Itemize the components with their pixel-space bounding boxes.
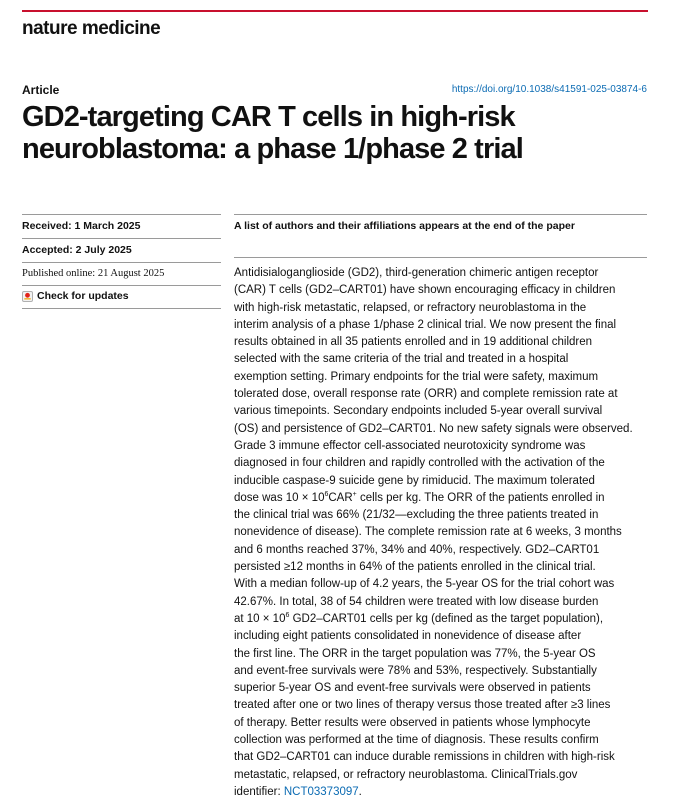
abstract-line: (OS) and persistence of GD2–CART01. No new safety signals were observed. xyxy=(234,422,633,435)
title-line-2: neuroblastoma: a phase 1/phase 2 trial xyxy=(22,133,523,165)
abstract-line: exemption setting. Primary endpoints for the trial were safety, maximum xyxy=(234,370,599,383)
abstract-dose-line xyxy=(234,490,650,507)
sidebar-rule xyxy=(22,214,221,215)
dose-car-text: CAR xyxy=(328,491,353,504)
target-exponent: 6 xyxy=(285,612,290,620)
abstract-line: including eight patients consolidated in nonevidence of disease after xyxy=(234,630,582,643)
abstract-line: the clinical trial was 66% (21/32—excluding the three patients treated in xyxy=(234,509,599,522)
dose-plus: + xyxy=(352,491,357,499)
title-line-1: GD2-targeting CAR T cells in high-risk xyxy=(22,101,515,133)
doi-link[interactable]: https://doi.org/10.1038/s41591-025-03874-6 xyxy=(451,84,647,95)
abstract-line: persisted ≥12 months in 64% of the patients enrolled in the clinical trial. xyxy=(234,561,596,574)
abstract-line: inducible caspase-9 suicide gene by rimiducid. The maximum tolerated xyxy=(234,474,595,487)
abstract-line: interim analysis of a phase 1/phase 2 clinical trial. We now present the final xyxy=(234,318,617,331)
sidebar-rule xyxy=(22,262,221,263)
authors-note: A list of authors and their affiliations appears at the end of the paper xyxy=(234,220,575,232)
abstract-line: tolerated dose, overall response rate (ORR) and complete remission rate at xyxy=(234,388,618,401)
top-rule xyxy=(22,10,648,12)
abstract-line: treated after one or two lines of therapy versus those treated after ≥3 lines xyxy=(234,699,611,712)
abstract-line: 42.67%. In total, 38 of 54 children were treated with low disease burden xyxy=(234,595,599,608)
authors-rule-top xyxy=(234,214,647,215)
check-updates-label: Check for updates xyxy=(37,290,129,302)
abstract-line: Antidisialoganglioside (GD2), third-generation chimeric antigen receptor xyxy=(234,267,599,279)
sidebar-rule xyxy=(22,285,221,286)
abstract-line: superior 5-year OS and event-free survivals were observed in patients xyxy=(234,682,591,695)
abstract-line: and 6 months reached 37%, 34% and 40%, respectively. GD2–CART01 xyxy=(234,543,600,556)
check-for-updates-button[interactable] xyxy=(22,290,129,302)
authors-rule-bottom xyxy=(234,257,647,258)
abstract-line: nonevidence of disease). The complete remission rate at 6 weeks, 3 months xyxy=(234,526,622,539)
abstract-line: and event-free survivals were 78% and 53%, respectively. Substantially xyxy=(234,664,597,677)
abstract-line: metastatic, relapsed, or refractory neuroblastoma. ClinicalTrials.gov xyxy=(234,768,578,781)
journal-name: nature medicine xyxy=(22,18,161,39)
article-type-label: Article xyxy=(22,83,60,97)
identifier-end: . xyxy=(358,785,362,798)
abstract-line: of therapy. Better results were observed in patients whose lymphocyte xyxy=(234,716,591,729)
abstract-line: With a median follow-up of 4.2 years, the 5-year OS for the trial cohort was xyxy=(234,578,615,591)
abstract-line: (CAR) T cells (GD2–CART01) have shown encouraging efficacy in children xyxy=(234,284,616,297)
abstract-line: that GD2–CART01 can induce durable remissions in children with high-risk xyxy=(234,751,615,764)
sidebar-rule xyxy=(22,308,221,309)
target-text-end: GD2–CART01 cells per kg (defined as the target population), xyxy=(289,612,604,625)
abstract-line: with high-risk metastatic, relapsed, or refractory neuroblastoma in the xyxy=(234,301,587,314)
abstract-line: various timepoints. Secondary endpoints included 5-year overall survival xyxy=(234,405,603,418)
clinicaltrials-link[interactable]: NCT03373097 xyxy=(283,785,359,798)
article-title xyxy=(22,101,662,165)
abstract-line: collection was performed at the time of diagnosis. These results confirm xyxy=(234,734,599,747)
target-text: at 10 × 10 xyxy=(234,612,286,625)
abstract-line: selected with the same criteria of the trial and treated in a hospital xyxy=(234,353,569,366)
abstract-target-line xyxy=(234,611,650,628)
check-updates-icon xyxy=(22,291,33,302)
abstract-line: Grade 3 immune effector cell-associated neurotoxicity syndrome was xyxy=(234,439,586,452)
abstract-line: results obtained in all 35 patients enrolled and in 19 additional children xyxy=(234,336,593,349)
received-date: Received: 1 March 2025 xyxy=(22,220,141,232)
dose-exponent: 6 xyxy=(324,491,329,499)
abstract-line: the first line. The ORR in the target population was 77%, the 5-year OS xyxy=(234,647,596,660)
dose-text: dose was 10 × 10 xyxy=(234,491,325,504)
abstract xyxy=(234,265,650,801)
published-date: Published online: 21 August 2025 xyxy=(22,268,165,279)
accepted-date: Accepted: 2 July 2025 xyxy=(22,244,132,256)
abstract-identifier-line xyxy=(234,784,650,801)
identifier-label: identifier: xyxy=(234,785,284,798)
dose-text-end: cells per kg. The ORR of the patients enrolled in xyxy=(356,491,605,504)
sidebar-rule xyxy=(22,238,221,239)
abstract-line: diagnosed in four children and rapidly controlled with the activation of the xyxy=(234,457,605,470)
